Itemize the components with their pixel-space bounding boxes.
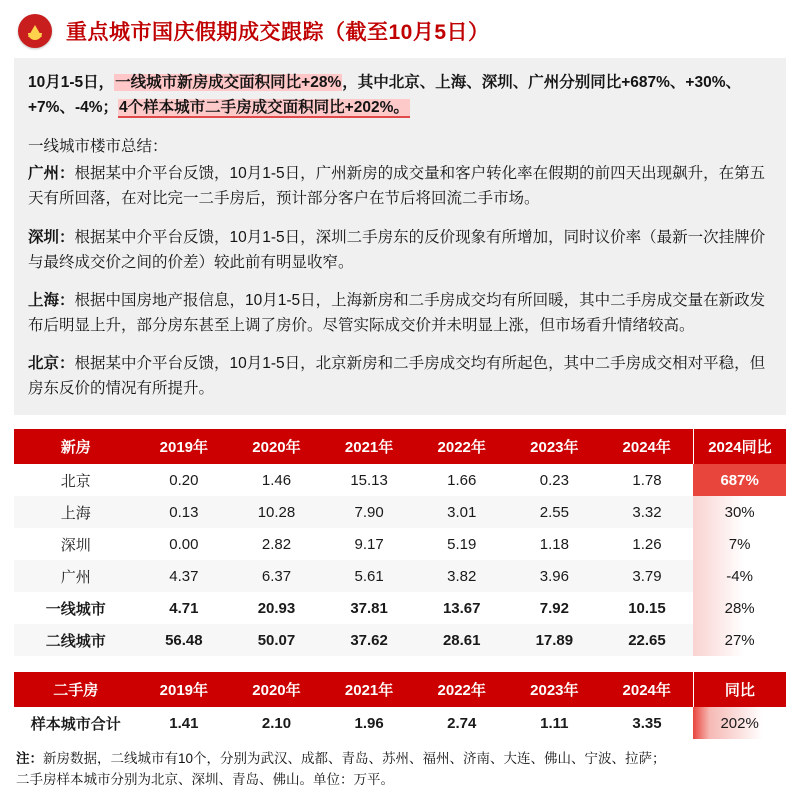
row-label: 广州: [14, 560, 138, 592]
footnote-line-2: 二手房样本城市分别为北京、深圳、青岛、佛山。单位：万平。: [16, 772, 394, 788]
cell: 10.28: [230, 496, 323, 528]
table-row: [14, 560, 786, 592]
cell: 0.00: [138, 528, 231, 560]
paragraph-guangzhou: [28, 161, 772, 211]
page-header: [0, 0, 800, 58]
table-row: [14, 464, 786, 496]
paragraph-text-shanghai: 根据中国房地产报信息，10月1-5日，上海新房和二手房成交均有所回暖，其中二手房成交量在新政发布后明显上升，部分房东甚至上调了房价。尽管实际成交价并未明显上涨，但市场看升情绪较高。: [28, 291, 766, 334]
col-header-4: 2022年: [415, 672, 508, 707]
summary-title: [28, 134, 772, 159]
cell: 10.15: [601, 592, 694, 624]
col-header-1: 2019年: [138, 429, 231, 464]
col-header-7: 同比: [693, 672, 786, 707]
cell: 56.48: [138, 624, 231, 656]
cell: 20.93: [230, 592, 323, 624]
col-header-3: 2021年: [323, 672, 416, 707]
cell: 2.10: [230, 707, 323, 739]
second-hand-table: [14, 672, 786, 739]
cell: 37.81: [323, 592, 416, 624]
cell: 1.66: [415, 464, 508, 496]
emblem-icon: [18, 14, 52, 48]
col-header-2: 2020年: [230, 672, 323, 707]
lead-text-2: ，其中北京、上海、深圳、广州分别同比+687%、+30%、+7%、-4%；: [28, 74, 742, 117]
table-row: [14, 707, 786, 739]
new-housing-table: [14, 429, 786, 656]
cell: 1.41: [138, 707, 231, 739]
cell: 15.13: [323, 464, 416, 496]
col-header-5: 2023年: [508, 672, 601, 707]
table-row: [14, 528, 786, 560]
paragraph-label-beijing: 北京：: [28, 354, 75, 372]
col-header-2: 2020年: [230, 429, 323, 464]
col-header-6: 2024年: [601, 672, 694, 707]
col-header-0: 二手房: [14, 672, 138, 707]
cell: 1.11: [508, 707, 601, 739]
cell: 28.61: [415, 624, 508, 656]
table-header-row: [14, 672, 786, 707]
paragraph-text-beijing: 根据某中介平台反馈，10月1-5日，北京新房和二手房成交均有所起色，其中二手房成交相对平稳，但房东反价的情况有所提升。: [28, 354, 766, 398]
footnote: [16, 749, 784, 791]
cell-yoy: 7%: [693, 528, 786, 560]
cell: 2.82: [230, 528, 323, 560]
cell: 1.78: [601, 464, 694, 496]
cell: 5.61: [323, 560, 416, 592]
row-label: 北京: [14, 464, 138, 496]
paragraph-beijing: [28, 351, 772, 401]
paragraph-label-guangzhou: 广州：: [28, 165, 75, 183]
row-label: 一线城市: [14, 592, 138, 624]
summary-title-text: 一线城市楼市总结：: [28, 138, 168, 156]
footnote-line-1: 新房数据，二线城市有10个，分别为武汉、成都、青岛、苏州、福州、济南、大连、佛山、宁波、拉萨；: [43, 751, 666, 767]
cell: 6.37: [230, 560, 323, 592]
cell: 9.17: [323, 528, 416, 560]
cell: 37.62: [323, 624, 416, 656]
cell: 4.71: [138, 592, 231, 624]
col-header-6: 2024年: [601, 429, 694, 464]
cell: 3.01: [415, 496, 508, 528]
cell: 17.89: [508, 624, 601, 656]
cell: 1.26: [601, 528, 694, 560]
page-title: 重点城市国庆假期成交跟踪（截至10月5日）: [66, 21, 490, 44]
paragraph-shenzhen: [28, 225, 772, 275]
cell: 0.23: [508, 464, 601, 496]
paragraph-shanghai: [28, 288, 772, 338]
col-header-4: 2022年: [415, 429, 508, 464]
cell: 3.79: [601, 560, 694, 592]
row-label: 二线城市: [14, 624, 138, 656]
row-label: 样本城市合计: [14, 707, 138, 739]
col-header-0: 新房: [14, 429, 138, 464]
cell: 0.13: [138, 496, 231, 528]
cell: 0.20: [138, 464, 231, 496]
table-header-row: [14, 429, 786, 464]
footnote-label: 注：: [16, 751, 43, 767]
cell-yoy: 687%: [693, 464, 786, 496]
row-label: 深圳: [14, 528, 138, 560]
paragraph-label-shenzhen: 深圳：: [28, 228, 75, 246]
table-row: [14, 624, 786, 656]
cell: 7.90: [323, 496, 416, 528]
cell-yoy: 202%: [693, 707, 786, 739]
lead-text-1: 10月1-5日，: [28, 74, 115, 91]
lead-highlight-2: 4个样本城市二手房成交面积同比+202%。: [119, 99, 409, 117]
cell: 2.55: [508, 496, 601, 528]
table-row: [14, 496, 786, 528]
cell: 2.74: [415, 707, 508, 739]
cell: 50.07: [230, 624, 323, 656]
col-header-7: 2024同比: [693, 429, 786, 464]
lead-highlight-1: 一线城市新房成交面积同比+28%: [115, 74, 342, 91]
paragraph-text-shenzhen: 根据某中介平台反馈，10月1-5日，深圳二手房东的反价现象有所增加，同时议价率（最新一次挂牌价与最终成交价之间的价差）较此前有明显收窄。: [28, 228, 766, 271]
cell: 7.92: [508, 592, 601, 624]
cell: 5.19: [415, 528, 508, 560]
cell: 3.82: [415, 560, 508, 592]
table-row: [14, 592, 786, 624]
row-label: 上海: [14, 496, 138, 528]
cell-yoy: 28%: [693, 592, 786, 624]
cell: 13.67: [415, 592, 508, 624]
col-header-1: 2019年: [138, 672, 231, 707]
cell: 4.37: [138, 560, 231, 592]
cell: 3.32: [601, 496, 694, 528]
cell: 3.96: [508, 560, 601, 592]
new-housing-table-wrap: [14, 429, 786, 656]
cell-yoy: 30%: [693, 496, 786, 528]
cell: 22.65: [601, 624, 694, 656]
cell: 1.18: [508, 528, 601, 560]
content-panel: [14, 58, 786, 415]
lead-paragraph: [28, 70, 772, 120]
paragraph-label-shanghai: 上海：: [28, 291, 75, 309]
cell-yoy: 27%: [693, 624, 786, 656]
cell-yoy: -4%: [693, 560, 786, 592]
col-header-5: 2023年: [508, 429, 601, 464]
cell: 1.46: [230, 464, 323, 496]
cell: 1.96: [323, 707, 416, 739]
col-header-3: 2021年: [323, 429, 416, 464]
second-hand-table-wrap: [14, 672, 786, 739]
cell: 3.35: [601, 707, 694, 739]
paragraph-text-guangzhou: 根据某中介平台反馈，10月1-5日，广州新房的成交量和客户转化率在假期的前四天出现飙升，在第五天有所回落，在对比完一二手房后，预计部分客户在节后将回流二手市场。: [28, 165, 766, 208]
